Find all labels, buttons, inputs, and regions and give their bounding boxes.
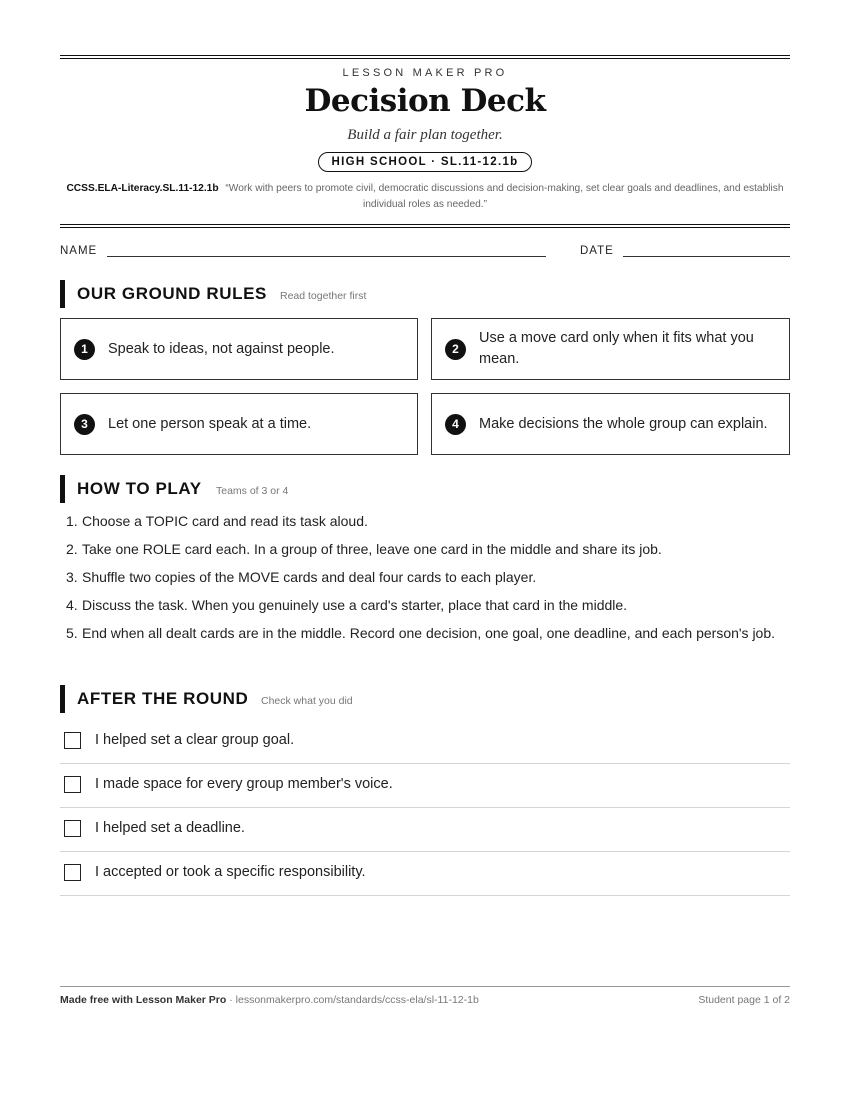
list-item <box>60 511 790 532</box>
checklist-text: I accepted or took a specific responsibility. <box>95 864 366 880</box>
ground-rules-heading <box>60 280 790 308</box>
checklist-text: I helped set a clear group goal. <box>95 732 295 748</box>
section-title: HOW TO PLAY <box>77 479 202 498</box>
step-number: 1. <box>66 513 78 529</box>
footer-rule <box>60 986 790 987</box>
ground-rule-card <box>60 318 418 380</box>
list-item <box>60 539 790 560</box>
checklist-item <box>60 852 790 896</box>
checklist-text: I made space for every group member's voice. <box>95 776 393 792</box>
rule-number-badge: 2 <box>445 339 466 360</box>
brand-name: LESSON MAKER PRO <box>342 67 508 79</box>
section-title: OUR GROUND RULES <box>77 284 267 303</box>
ground-rule-card <box>431 318 790 380</box>
worksheet-subtitle: Build a fair plan together. <box>347 127 503 143</box>
rule-text: Make decisions the whole group can explain. <box>479 415 768 432</box>
header-bottom-double-rule <box>60 224 790 228</box>
badge-wrapper <box>60 152 790 172</box>
rule-text: Speak to ideas, not against people. <box>108 340 335 357</box>
section-note: Check what you did <box>261 695 353 707</box>
section-title: AFTER THE ROUND <box>77 689 249 708</box>
how-to-play-heading <box>60 475 790 503</box>
step-number: 3. <box>66 569 78 585</box>
section-note: Read together first <box>280 290 367 302</box>
checklist-checkbox[interactable] <box>64 776 81 793</box>
checklist-checkbox[interactable] <box>64 864 81 881</box>
step-text: Choose a TOPIC card and read its task aloud. <box>82 513 368 529</box>
rule-number-badge: 4 <box>445 414 466 435</box>
name-input-line[interactable] <box>107 256 546 257</box>
standard-description <box>60 181 790 213</box>
worksheet-title: Decision Deck <box>304 83 546 119</box>
top-double-rule <box>60 55 790 59</box>
page-number: Student page 1 of 2 <box>698 994 790 1006</box>
grade-standard-badge: HIGH SCHOOL · SL.11-12.1b <box>318 152 533 172</box>
after-round-heading <box>60 685 790 713</box>
step-number: 5. <box>66 625 78 641</box>
footer-credit: Made free with Lesson Maker Pro <box>60 994 227 1006</box>
standard-code: CCSS.ELA-Literacy.SL.11-12.1b <box>66 183 219 194</box>
section-note: Teams of 3 or 4 <box>216 485 289 497</box>
section-marker-bar <box>60 685 65 713</box>
page-footer <box>60 994 790 1006</box>
checklist-checkbox[interactable] <box>64 732 81 749</box>
section-marker-bar <box>60 280 65 308</box>
checklist-item <box>60 720 790 764</box>
date-label: DATE <box>580 245 614 257</box>
standard-text: “Work with peers to promote civil, democratic discussions and decision-making, set clear goals and deadlines, and establish individual roles as needed.” <box>225 183 784 210</box>
section-marker-bar <box>60 475 65 503</box>
footer-url: · lessonmakerpro.com/standards/ccss-ela/sl-11-12-1b <box>226 994 479 1006</box>
list-item <box>60 623 790 644</box>
list-item <box>60 595 790 616</box>
name-label: NAME <box>60 245 98 257</box>
checklist-item <box>60 764 790 808</box>
instructions-list <box>60 511 790 651</box>
checklist-text: I helped set a deadline. <box>95 820 245 836</box>
ground-rule-card <box>431 393 790 455</box>
checklist-item <box>60 808 790 852</box>
worksheet-page <box>60 0 790 1100</box>
step-text: Take one ROLE card each. In a group of three, leave one card in the middle and share its job. <box>82 541 662 557</box>
step-number: 4. <box>66 597 78 613</box>
list-item <box>60 567 790 588</box>
rule-number-badge: 3 <box>74 414 95 435</box>
step-text: End when all dealt cards are in the middle. Record one decision, one goal, one deadline, and each person's job. <box>82 625 776 641</box>
rule-text: Use a move card only when it fits what you mean. <box>479 330 754 367</box>
rule-number-badge: 1 <box>74 339 95 360</box>
checklist-checkbox[interactable] <box>64 820 81 837</box>
ground-rule-card <box>60 393 418 455</box>
date-input-line[interactable] <box>623 256 790 257</box>
name-date-row <box>60 245 790 259</box>
rule-text: Let one person speak at a time. <box>108 415 312 432</box>
step-number: 2. <box>66 541 78 557</box>
step-text: Discuss the task. When you genuinely use a card's starter, place that card in the middle. <box>82 597 628 613</box>
step-text: Shuffle two copies of the MOVE cards and deal four cards to each player. <box>82 569 537 585</box>
